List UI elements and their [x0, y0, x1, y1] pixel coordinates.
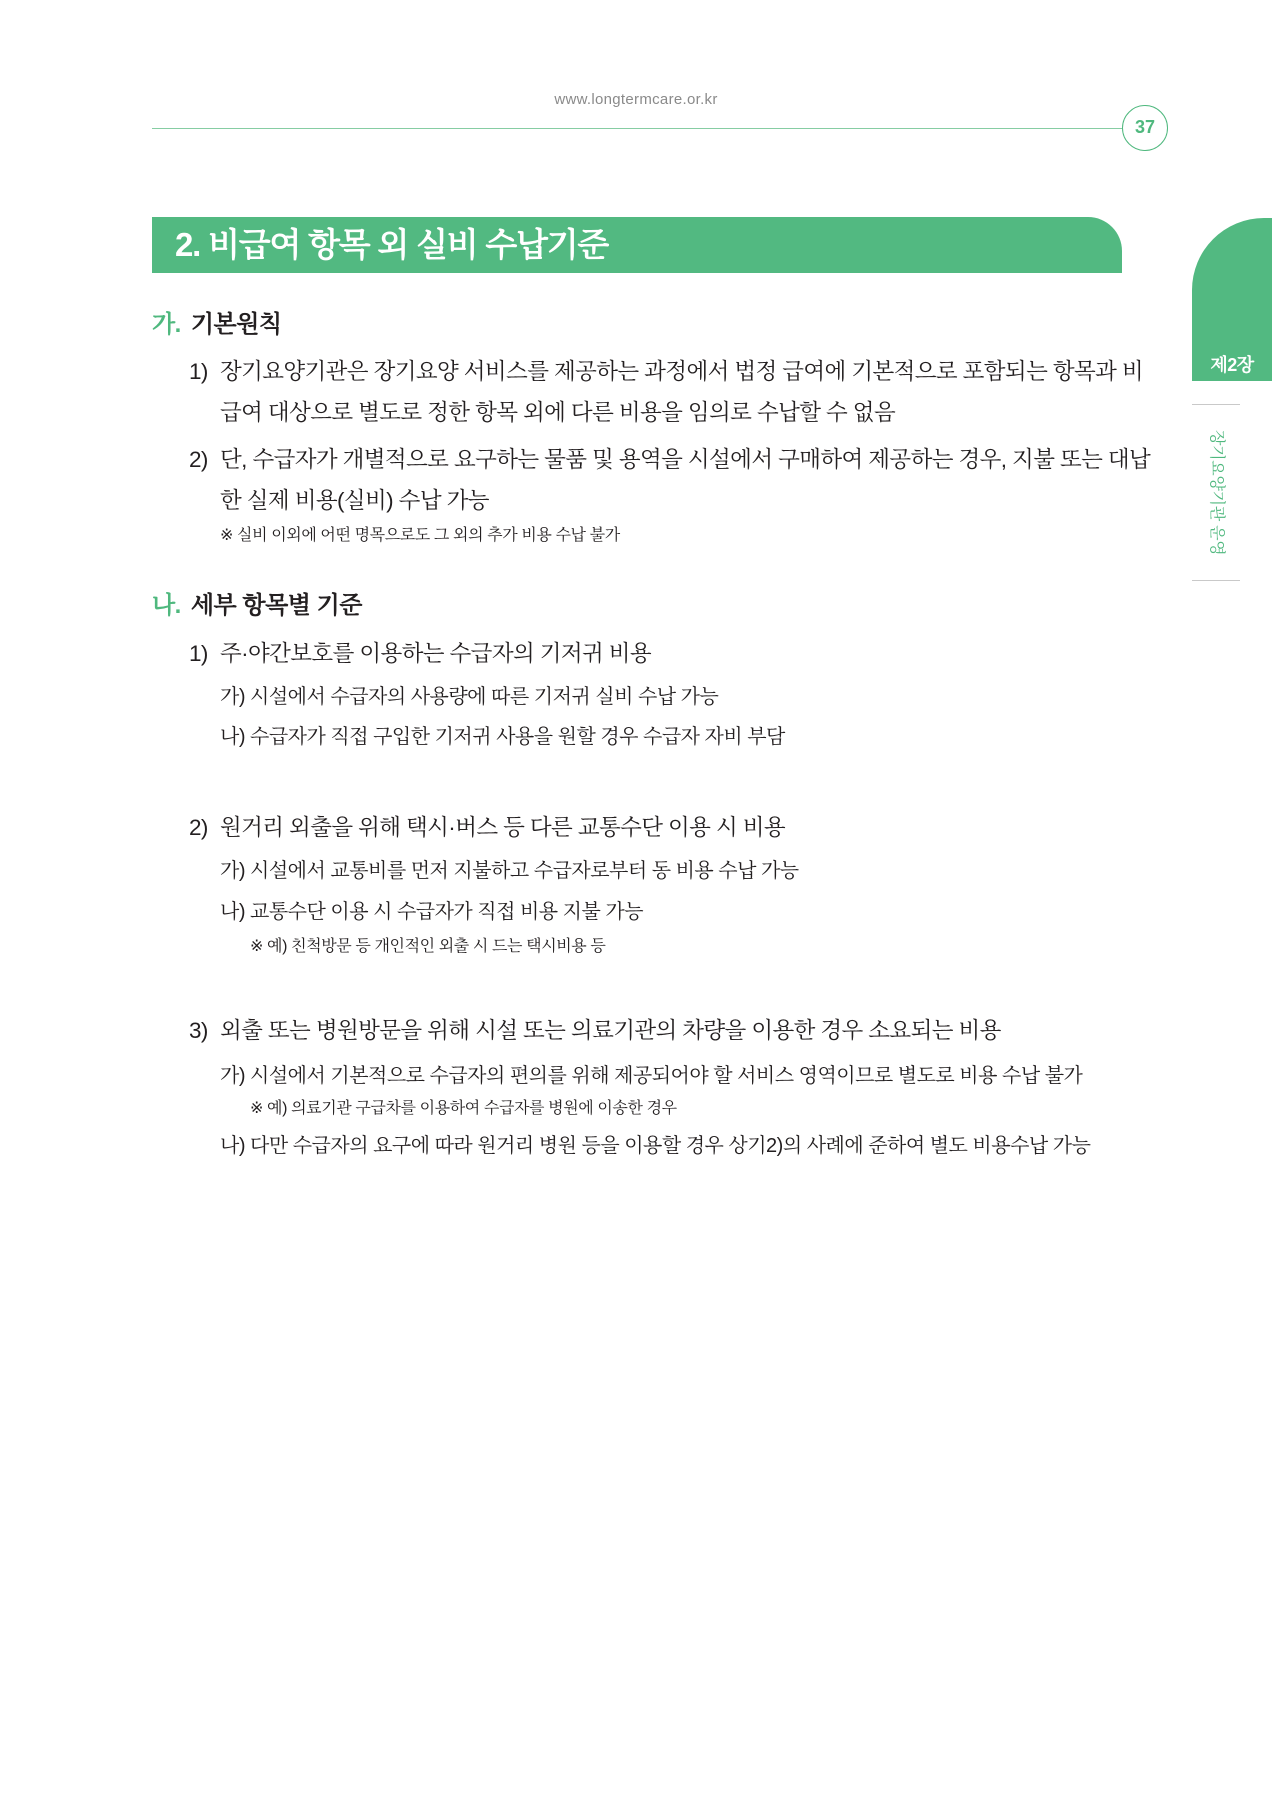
item-number: 3): [189, 1017, 208, 1043]
side-divider-bottom: [1192, 580, 1240, 581]
item-number: 2): [189, 815, 208, 840]
list-item: [152, 439, 1152, 521]
item-text: 외출 또는 병원방문을 위해 시설 또는 의료기관의 차량을 이용한 경우 소요되는 비용: [220, 1017, 1001, 1043]
list-item: [152, 807, 1152, 848]
list-item: [152, 1010, 1152, 1051]
site-url: www.longtermcare.or.kr: [554, 91, 718, 108]
document-body: [152, 305, 1152, 1164]
sub-item: 나) 수급자가 직접 구입한 기저귀 사용을 원할 경우 수급자 자비 부담: [220, 726, 785, 748]
item-number: 1): [189, 641, 208, 666]
list-item: [152, 633, 1152, 674]
item-number: 1): [189, 358, 208, 384]
sub-item-note: ※ 예) 의료기관 구급차를 이용하여 수급자를 병원에 이송한 경우: [250, 1100, 677, 1117]
item-text: 단, 수급자가 개별적으로 요구하는 물품 및 용역을 시설에서 구매하여 제공하는 경우, 지불 또는 대납한 실제 비용(실비) 수납 가능: [220, 446, 1151, 513]
item-note: ※ 실비 이외에 어떤 명목으로도 그 외의 추가 비용 수납 불가: [220, 527, 620, 544]
item-text: 원거리 외출을 위해 택시·버스 등 다른 교통수단 이용 시 비용: [220, 815, 785, 840]
sub-item: 가) 시설에서 기본적으로 수급자의 편의를 위해 제공되어야 할 서비스 영역이므로 별도로 비용 수납 불가: [220, 1064, 1083, 1087]
chapter-tab: [1192, 218, 1272, 381]
page-number: 37: [1122, 105, 1168, 151]
section-title: 2. 비급여 항목 외 실비 수납기준: [175, 226, 609, 263]
sub-item-note: ※ 예) 친척방문 등 개인적인 외출 시 드는 택시비용 등: [250, 937, 606, 955]
header-rule: [152, 128, 1122, 129]
section-title-bar: [152, 217, 1122, 273]
item-text: 장기요양기관은 장기요양 서비스를 제공하는 과정에서 법정 급여에 기본적으로 포함되는 항목과 비급여 대상으로 별도로 정한 항목 외에 다른 비용을 임의로 수납할 수 없음: [220, 358, 1144, 425]
subsection-marker: 가.: [152, 311, 181, 338]
subsection-heading-detailed-criteria: [152, 586, 1152, 626]
side-divider-top: [1192, 404, 1240, 405]
list-item: [152, 351, 1152, 433]
subsection-title: 기본원칙: [190, 311, 282, 338]
subsection-heading-basic-principles: [152, 305, 1152, 345]
sub-item: 나) 교통수단 이용 시 수급자가 직접 비용 지불 가능: [220, 901, 644, 923]
sub-item: 나) 다만 수급자의 요구에 따라 원거리 병원 등을 이용할 경우 상기2)의 사례에 준하여 별도 비용수납 가능: [220, 1134, 1091, 1157]
item-text: 주·야간보호를 이용하는 수급자의 기저귀 비용: [220, 641, 652, 666]
chapter-label: 제2장: [1210, 355, 1254, 375]
item-number: 2): [189, 446, 208, 472]
subsection-marker: 나.: [152, 592, 181, 619]
subsection-title: 세부 항목별 기준: [190, 592, 362, 619]
sub-item: 가) 시설에서 교통비를 먼저 지불하고 수급자로부터 동 비용 수납 가능: [220, 860, 799, 882]
sub-item: 가) 시설에서 수급자의 사용량에 따른 기저귀 실비 수납 가능: [220, 686, 719, 708]
chapter-section-label: 장기요양기관 운영: [1208, 430, 1225, 556]
